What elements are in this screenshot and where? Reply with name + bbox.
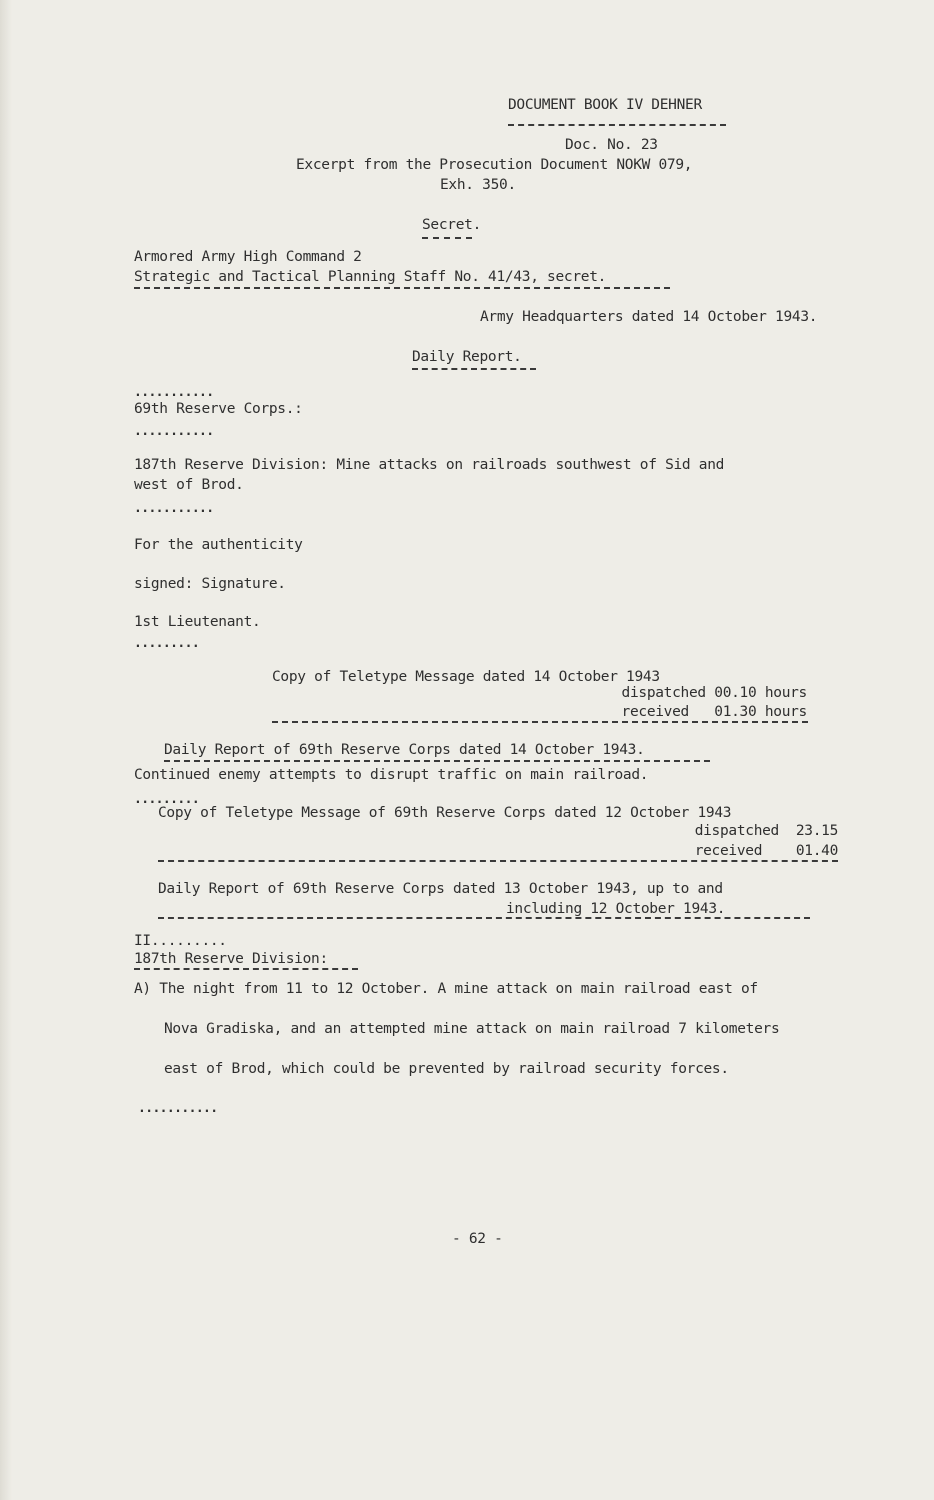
ellipsis-2: ........... [134,424,214,439]
headquarters-date: Army Headquarters dated 14 October 1943. [480,309,818,325]
continued-attempts-line: Continued enemy attempts to disrupt traffic on main railroad. [134,767,649,783]
paragraph-a-line1: A) The night from 11 to 12 October. A mine attack on main railroad east of [134,981,758,997]
authenticity-line: For the authenticity [134,537,303,553]
secret-underline [422,237,472,239]
daily-report-69th: Daily Report of 69th Reserve Corps dated 14 October 1943. [164,742,645,758]
ellipsis-4: ......... [134,636,200,651]
division-187-heading-underline [134,968,358,970]
header-rule [508,124,726,126]
ellipsis-6: ........... [138,1101,218,1116]
staff-underline [134,287,670,289]
ellipsis-3: ........... [134,501,214,516]
corps-line: 69th Reserve Corps.: [134,401,303,417]
doc-number: Doc. No. 23 [565,137,658,153]
teletype2-received: received 01.40 [694,843,838,859]
report-title: Daily Report. [412,349,522,365]
classification-secret: Secret. [422,217,482,233]
teletype2-title: Copy of Teletype Message of 69th Reserve Corps dated 12 October 1943 [158,805,732,821]
rank-line: 1st Lieutenant. [134,614,261,630]
paragraph-a-line3: east of Brod, which could be prevented by railroad security forces. [164,1061,729,1077]
ellipsis-1: ........... [134,385,214,400]
teletype1-title: Copy of Teletype Message dated 14 October 1943 [272,669,660,685]
division-187-heading: 187th Reserve Division: [134,951,328,967]
document-book-title: DOCUMENT BOOK IV DEHNER [508,97,702,113]
division-187-line1: 187th Reserve Division: Mine attacks on railroads southwest of Sid and [134,457,725,473]
signed-line: signed: Signature. [134,576,286,592]
division-187-line2: west of Brod. [134,477,244,493]
sender-command: Armored Army High Command 2 [134,249,362,265]
paragraph-a-line2: Nova Gradiska, and an attempted mine attack on main railroad 7 kilometers [164,1021,780,1037]
daily-report-13oct-line2: including 12 October 1943. [506,901,726,917]
teletype2-rule [158,860,838,862]
daily-report-69th-underline [164,760,710,762]
sender-staff: Strategic and Tactical Planning Staff No. 41/43, secret. [134,269,607,285]
teletype1-received: received 01.30 hours [621,704,807,720]
page-number: - 62 - [452,1231,503,1247]
page-edge-shadow [0,0,12,1500]
daily-report-13oct-line1: Daily Report of 69th Reserve Corps dated 13 October 1943, up to and [158,881,723,897]
report-title-underline [412,368,536,370]
teletype2-dispatched: dispatched 23.15 [694,823,838,839]
section-two: II......... [134,933,227,949]
daily-report-13oct-rule [158,917,810,919]
ellipsis-5: ......... [134,792,200,807]
exhibit-number: Exh. 350. [440,177,516,193]
teletype1-rule [272,721,808,723]
excerpt-line: Excerpt from the Prosecution Document NOKW 079, [296,157,693,173]
teletype1-dispatched: dispatched 00.10 hours [621,685,807,701]
